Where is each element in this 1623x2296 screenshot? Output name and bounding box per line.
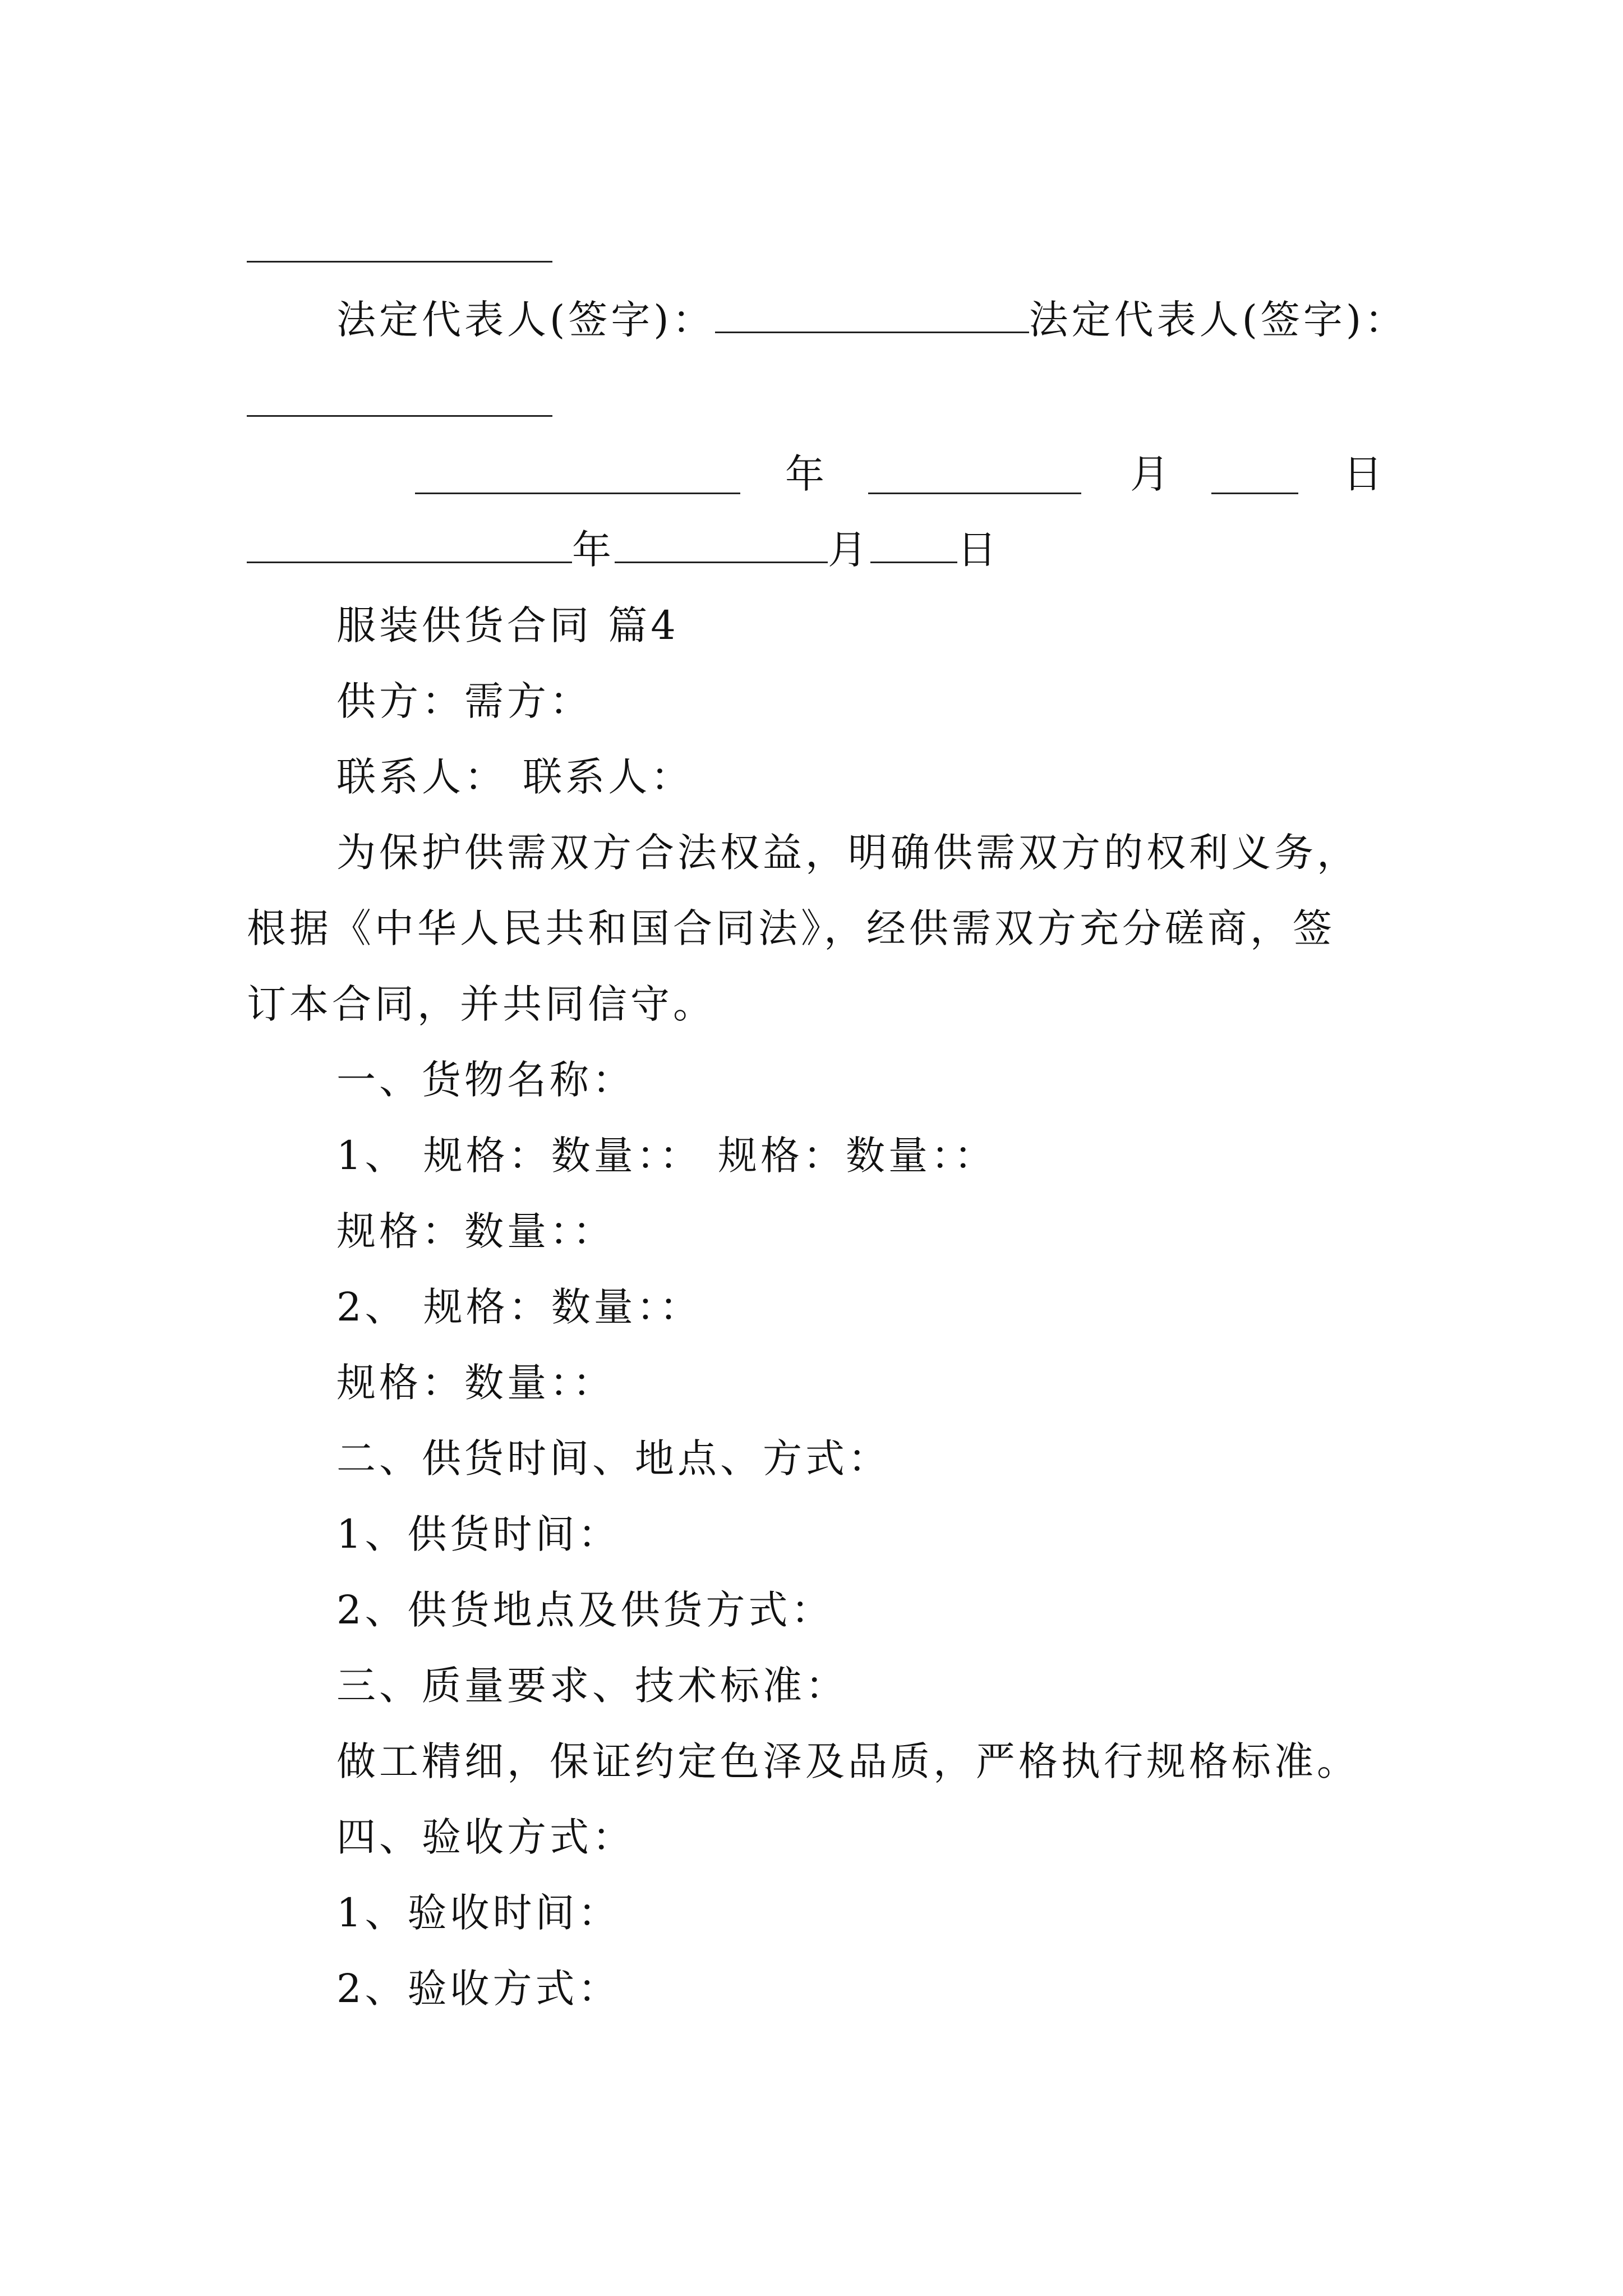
supply-time-line: 1、供货时间： bbox=[336, 1511, 621, 1557]
date1-month-blank bbox=[868, 493, 1081, 494]
spec-line-3: 2、 规格：数量：： bbox=[336, 1284, 702, 1330]
spec-line-1: 1、 规格：数量：： 规格：数量：： bbox=[336, 1133, 997, 1179]
quality-line: 做工精细，保证约定色泽及品质，严格执行规格标准。 bbox=[336, 1738, 1359, 1784]
preamble-line-1: 为保护供需双方合法权益，明确供需双方的权利义务， bbox=[336, 830, 1359, 876]
parties-line: 供方：需方： bbox=[336, 678, 592, 724]
date2-year-blank bbox=[247, 529, 572, 563]
date2-month-blank bbox=[615, 529, 828, 563]
preamble-line-2: 根据《中华人民共和国合同法》，经供需双方充分磋商，签 bbox=[247, 905, 1335, 951]
acceptance-time-line: 1、验收时间： bbox=[336, 1890, 621, 1936]
section-1-heading: 一、货物名称： bbox=[336, 1057, 635, 1103]
date1-year-label: 年 bbox=[785, 451, 828, 497]
supply-place-line: 2、供货地点及供货方式： bbox=[336, 1587, 834, 1633]
spec-line-2: 规格：数量：： bbox=[336, 1208, 615, 1254]
date2-day-blank bbox=[870, 529, 957, 563]
date2-year-label: 年 bbox=[572, 527, 615, 573]
signature-row bbox=[336, 295, 1407, 345]
date2-day-label: 日 bbox=[957, 527, 1000, 573]
acceptance-method-line: 2、验收方式： bbox=[336, 1966, 621, 2012]
date2-month-label: 月 bbox=[828, 527, 870, 573]
date1-month-label: 月 bbox=[1130, 451, 1173, 497]
spec-line-4: 规格：数量：： bbox=[336, 1360, 615, 1406]
signature-label-right: 法定代表人(签字)： bbox=[1029, 297, 1408, 343]
date1-year-blank bbox=[415, 493, 740, 494]
preamble-line-3: 订本合同，并共同信守。 bbox=[247, 981, 716, 1027]
contract-title: 服装供货合同 篇4 bbox=[336, 602, 679, 648]
signature-blank-right bbox=[247, 415, 552, 417]
section-3-heading: 三、质量要求、技术标准： bbox=[336, 1663, 848, 1709]
date1-day-blank bbox=[1211, 493, 1298, 494]
date1-day-label: 日 bbox=[1343, 451, 1386, 497]
date2-row bbox=[247, 524, 1000, 575]
contacts-line: 联系人： 联系人： bbox=[336, 754, 694, 800]
signature-blank-left bbox=[715, 299, 1029, 333]
section-4-heading: 四、验收方式： bbox=[336, 1814, 635, 1860]
section-2-heading: 二、供货时间、地点、方式： bbox=[336, 1435, 891, 1481]
signature-label-left: 法定代表人(签字)： bbox=[336, 297, 715, 343]
signature-blank-top bbox=[247, 261, 552, 263]
